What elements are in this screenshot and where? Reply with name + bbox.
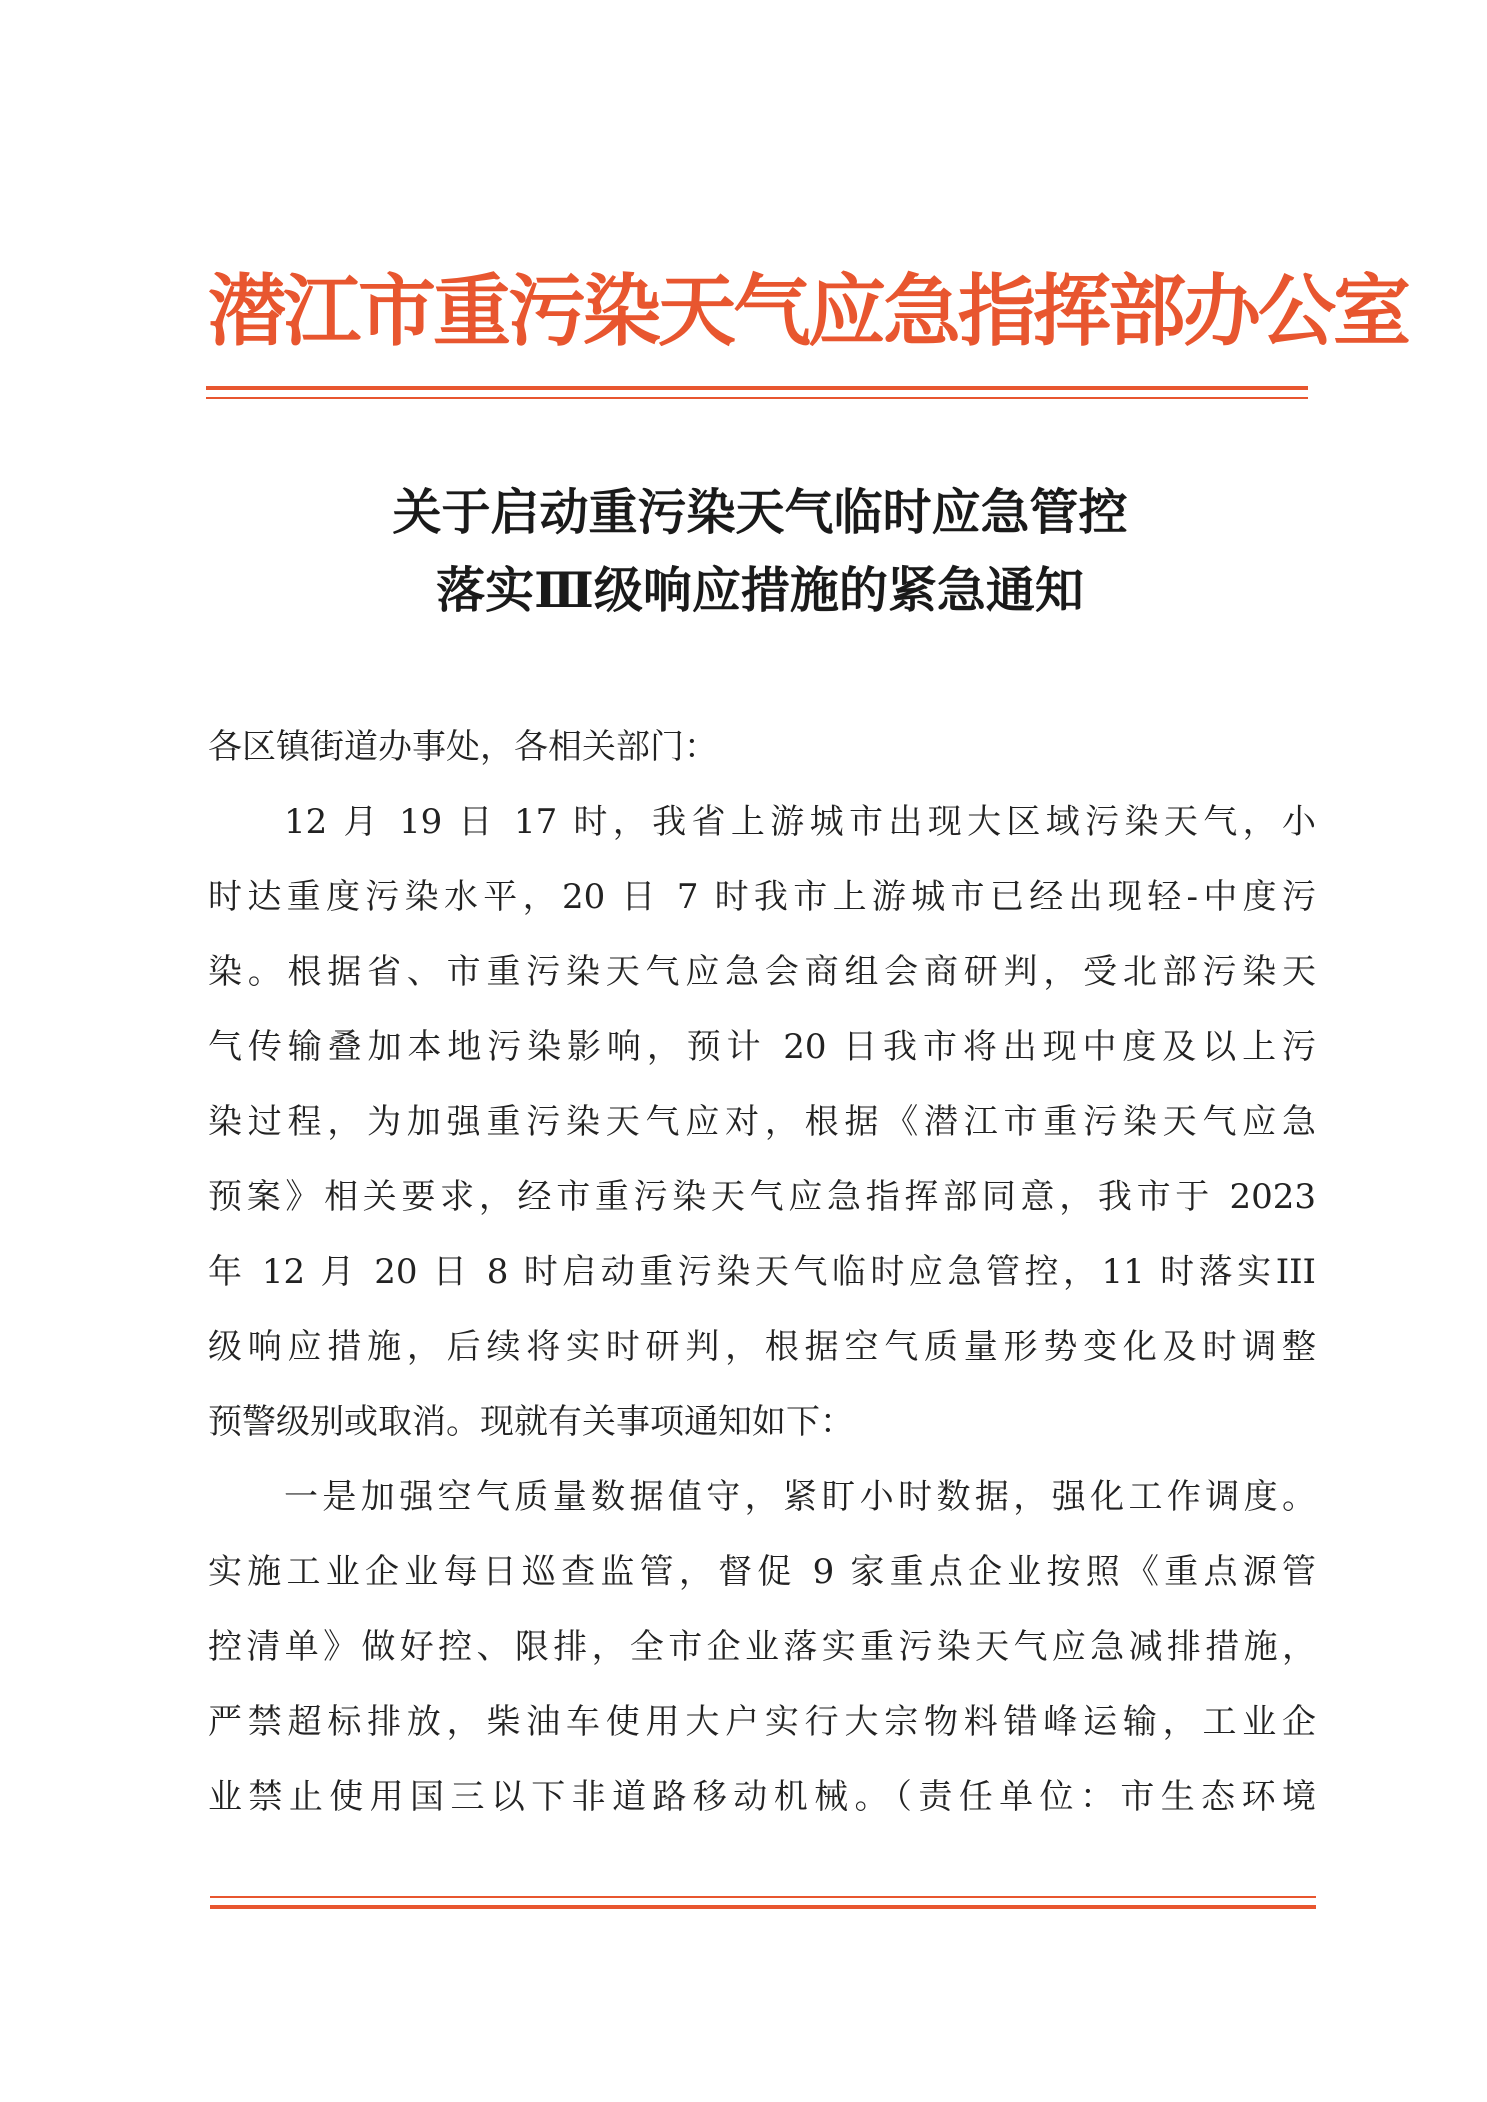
body-line: 预警级别或取消。现就有关事项通知如下：: [208, 1402, 854, 1442]
body-line: 实施工业企业每日巡查监管，督促 9 家重点企业按照《重点源管: [208, 1552, 1316, 1592]
document-body: [208, 710, 1316, 1835]
header-rule-thin: [206, 397, 1308, 399]
body-line: 控清单》做好控、限排，全市企业落实重污染天气应急减排措施，: [208, 1627, 1316, 1667]
red-header-title: 潜江市重污染天气应急指挥部办公室: [208, 266, 1409, 357]
footer-rule-thin: [210, 1896, 1316, 1898]
body-line: 级响应措施，后续将实时研判，根据空气质量形势变化及时调整: [208, 1327, 1316, 1367]
body-line: 一是加强空气质量数据值守，紧盯小时数据，强化工作调度。: [284, 1477, 1316, 1517]
body-line: 严禁超标排放，柴油车使用大户实行大宗物料错峰运输，工业企: [208, 1702, 1316, 1742]
body-line: 预案》相关要求，经市重污染天气应急指挥部同意，我市于 2023: [208, 1177, 1316, 1217]
body-line: 时达重度污染水平，20 日 7 时我市上游城市已经出现轻-中度污: [208, 877, 1316, 917]
body-line: 业禁止使用国三以下非道路移动机械。（责任单位：市生态环境: [208, 1777, 1316, 1817]
document-title-line-2: 落实Ⅲ级响应措施的紧急通知: [436, 561, 1084, 619]
salutation: 各区镇街道办事处，各相关部门：: [208, 727, 718, 767]
document-title-line-1: 关于启动重污染天气临时应急管控: [392, 483, 1128, 541]
body-line: 染过程，为加强重污染天气应对，根据《潜江市重污染天气应急: [208, 1102, 1316, 1142]
body-line: 年 12 月 20 日 8 时启动重污染天气临时应急管控，11 时落实III: [208, 1252, 1316, 1292]
body-line: 12 月 19 日 17 时，我省上游城市出现大区域污染天气，小: [284, 802, 1316, 842]
header-rule-thick: [206, 386, 1308, 390]
footer-rule-thick: [210, 1905, 1316, 1909]
body-line: 染。根据省、市重污染天气应急会商组会商研判，受北部污染天: [208, 952, 1316, 992]
body-line: 气传输叠加本地污染影响，预计 20 日我市将出现中度及以上污: [208, 1027, 1316, 1067]
